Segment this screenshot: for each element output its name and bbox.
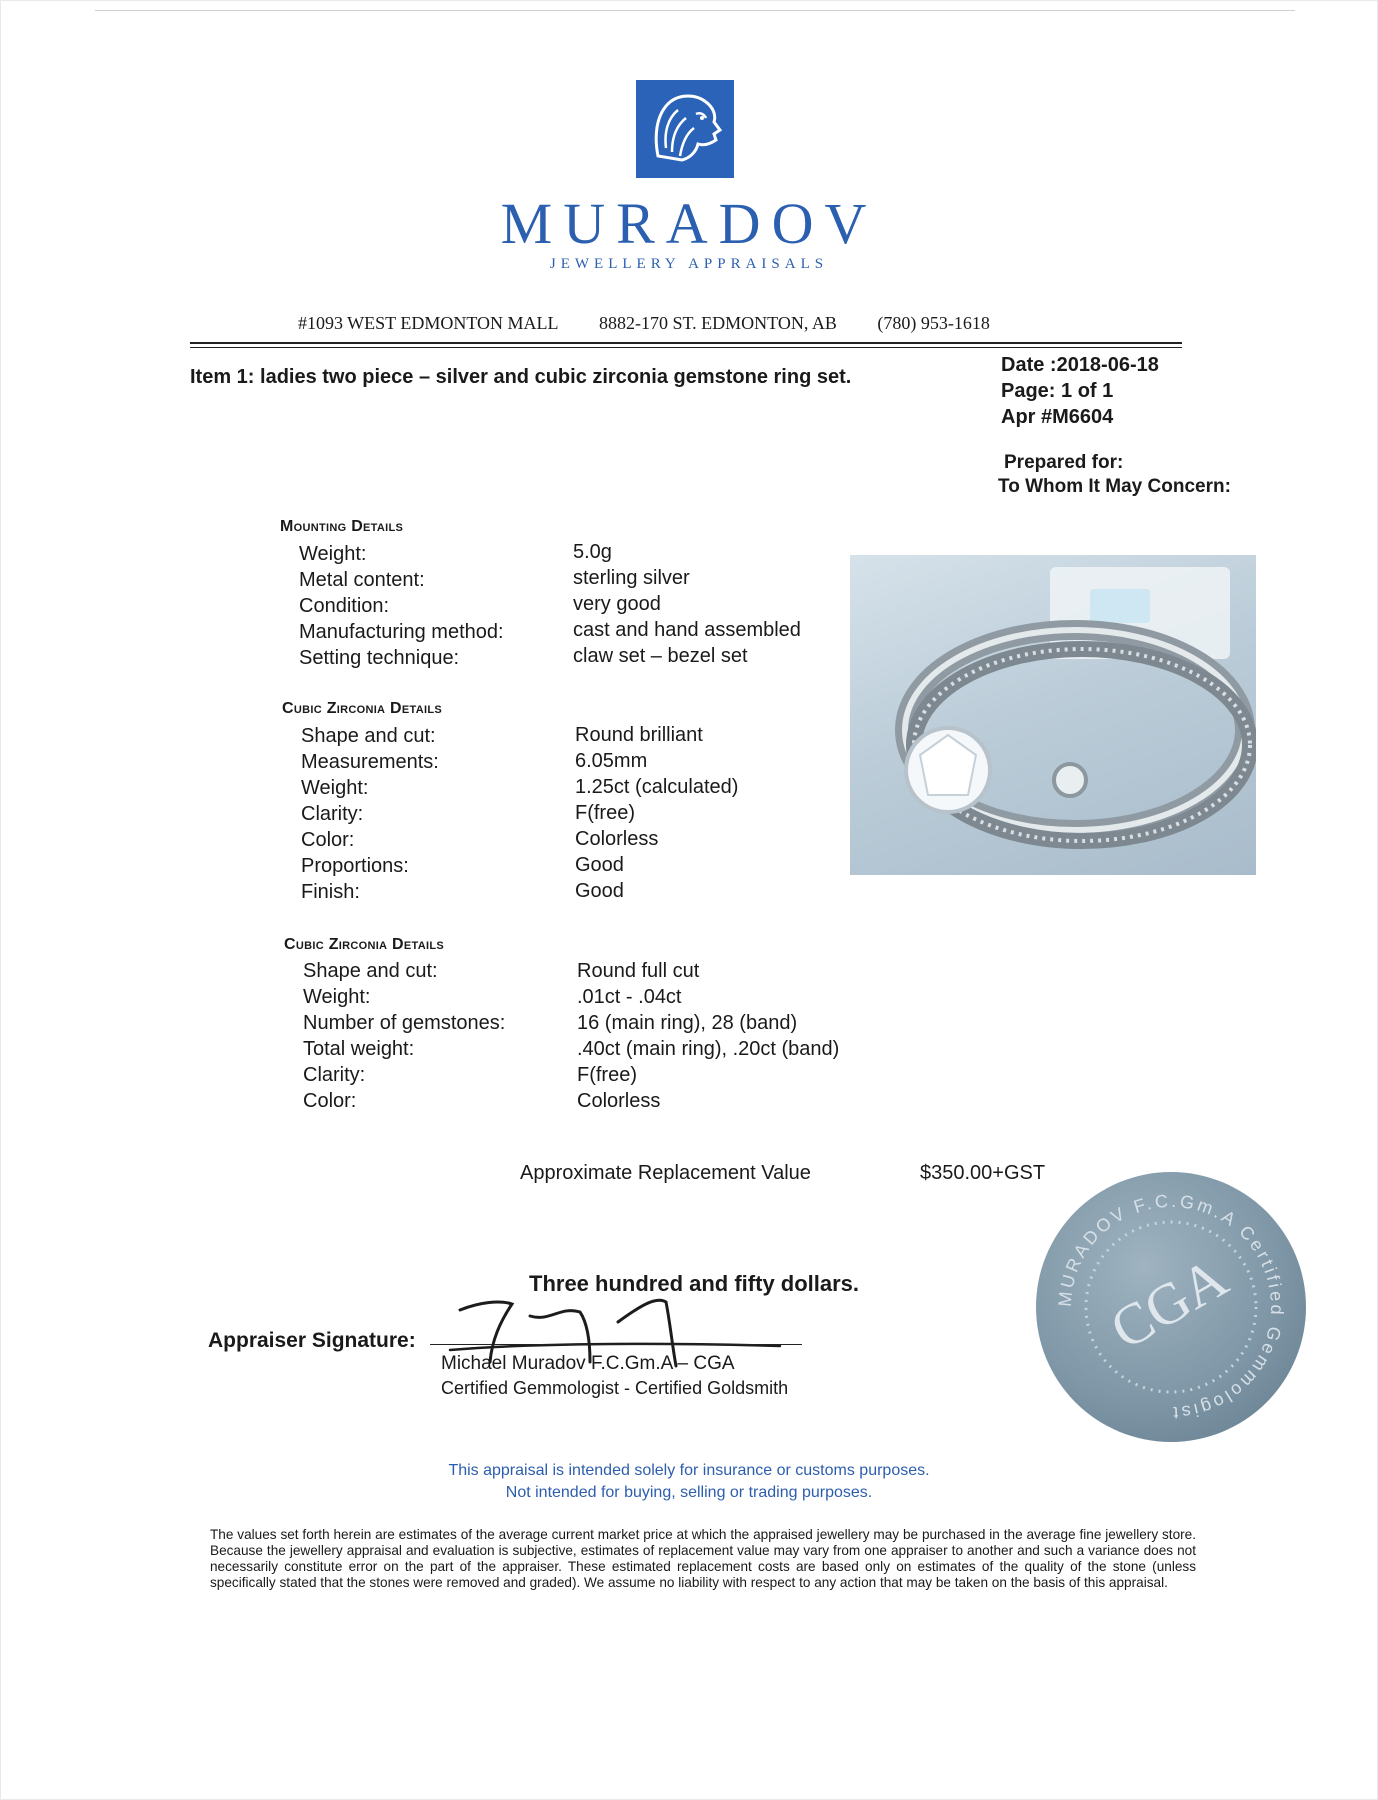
cz-side-values [577,958,839,1114]
brand-name: MURADOV [500,191,878,256]
table-row-label: Number of gemstones: [303,1012,506,1034]
table-row-label: Clarity: [301,803,364,825]
table-row-label: Condition: [299,595,390,617]
table-row-value: very good [573,593,661,615]
cz-side-labels [303,958,505,1114]
appraisal-number: Apr #M6604 [1001,406,1114,428]
usage-note-2: Not intended for buying, selling or trading purposes. [505,1484,873,1501]
table-row-value: Good [575,880,624,902]
prepared-for-recipient: To Whom It May Concern: [998,476,1231,497]
table-row-value: F(free) [577,1064,637,1086]
address-line [298,313,1026,334]
brand-subtitle: JEWELLERY APPRAISALS [549,256,829,272]
address-street: 8882-170 ST. EDMONTON, AB [599,313,837,333]
cz-main-values [575,722,738,904]
table-row-value: 5.0g [573,541,612,563]
replacement-value-label: Approximate Replacement Value [520,1162,811,1184]
table-row-label: Proportions: [301,855,409,877]
table-row-value: 16 (main ring), 28 (band) [577,1012,798,1034]
signature-line [430,1344,802,1345]
ring-photo [850,555,1256,875]
table-row-label: Shape and cut: [301,725,436,747]
table-row-label: Weight: [299,543,367,565]
appraisal-date: Date :2018-06-18 [1001,354,1159,376]
item-title: Item 1: ladies two piece – silver and cubic zirconia gemstone ring set. [190,366,852,388]
seal-ring-text: MURADOV F.C.Gm.A Certified Gemmologist [1054,1190,1288,1424]
table-row-value: Colorless [577,1090,661,1112]
table-row-label: Color: [303,1090,357,1112]
table-row-label: Total weight: [303,1038,415,1060]
replacement-value: $350.00+GST [920,1162,1046,1184]
table-row-value: Round brilliant [575,724,703,746]
appraiser-credentials: Certified Gemmologist - Certified Goldsmith [441,1378,789,1398]
usage-note-1: This appraisal is intended solely for insurance or customs purposes. [448,1462,930,1479]
table-row-label: Color: [301,829,355,851]
table-row-value: Good [575,854,624,876]
seal-center-text: CGA [1099,1244,1239,1362]
table-row-label: Weight: [303,986,371,1008]
prepared-for-label: Prepared for: [1004,452,1124,473]
cz-main-labels [301,723,439,905]
table-row-value: cast and hand assembled [573,619,801,641]
page-number: Page: 1 of 1 [1001,380,1114,402]
header-divider-thin [190,347,1182,348]
value-in-words: Three hundred and fifty dollars. [529,1271,860,1296]
table-row-label: Clarity: [303,1064,366,1086]
table-row-value: 6.05mm [575,750,648,772]
table-row-label: Setting technique: [299,647,460,669]
mounting-details-heading: Mounting Details [280,518,404,535]
appraiser-signature-label: Appraiser Signature: [208,1329,416,1352]
scan-top-edge [95,10,1295,11]
table-row-value: claw set – bezel set [573,645,748,667]
cz-side-heading: Cubic Zirconia Details [284,936,445,953]
table-row-label: Manufacturing method: [299,621,504,643]
table-row-label: Metal content: [299,569,425,591]
address-phone: (780) 953-1618 [877,313,990,333]
table-row-label: Finish: [301,881,360,903]
table-row-label: Shape and cut: [303,960,438,982]
table-row-label: Measurements: [301,751,439,773]
table-row-value: F(free) [575,802,635,824]
table-row-label: Weight: [301,777,369,799]
appraiser-name: Michael Muradov F.C.Gm.A – CGA [441,1353,735,1374]
table-row-value: 1.25ct (calculated) [575,776,739,798]
table-row-value: Colorless [575,828,659,850]
lion-logo-icon [636,80,734,178]
mounting-values [573,539,801,669]
table-row-value: .01ct - .04ct [577,986,682,1008]
table-row-value: Round full cut [577,960,700,982]
mounting-labels [299,541,504,671]
disclaimer-text: The values set forth herein are estimates of the average current market price at which the appraised jewellery may be purchased in the average fine jewellery store. Because the jewellery appraisal and evaluation is subjective, estimates of replacement value may vary from one appraiser to another and such a variance does not necessarily constitute error on the part of the appraiser. These estimated replacement costs are based only on estimates of the quality of the stone (unless specifically stated that the stones were removed and graded). We assume no liability with respect to any action that may be taken on the basis of this appraisal. [210,1527,1196,1590]
address-mall: #1093 WEST EDMONTON MALL [298,313,559,333]
header-divider [190,342,1182,344]
embossed-seal [1036,1172,1306,1442]
cz-main-heading: Cubic Zirconia Details [282,700,443,717]
table-row-value: .40ct (main ring), .20ct (band) [577,1038,840,1060]
table-row-value: sterling silver [573,567,690,589]
